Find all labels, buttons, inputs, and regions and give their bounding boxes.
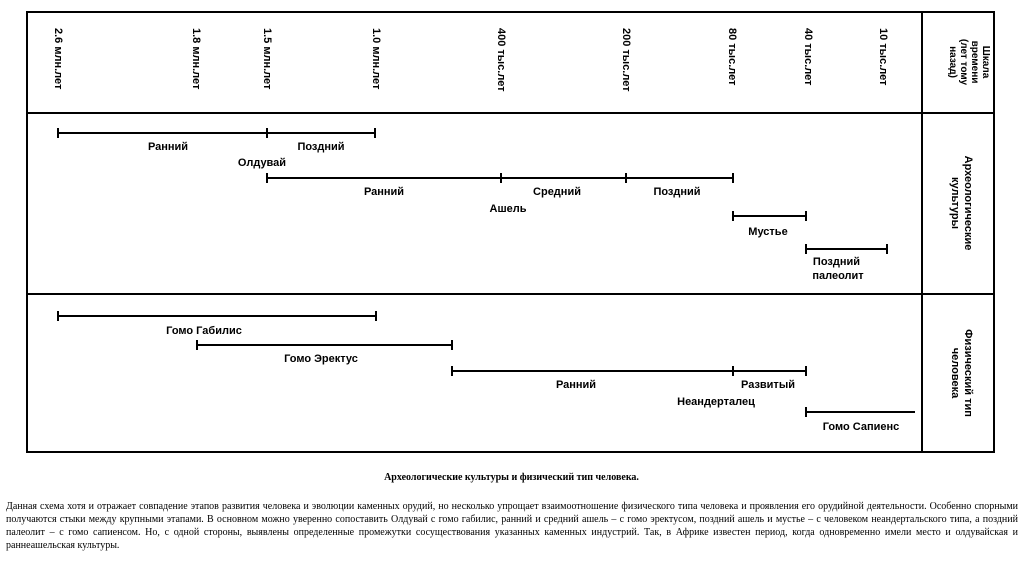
- culture-olduvai: [58, 128, 375, 169]
- upper-paleolithic-label: [812, 256, 864, 282]
- upper-paleolithic-label-line-1: Поздний: [812, 256, 861, 268]
- homo-sapiens-label: Гомо Сапиенс: [822, 421, 900, 433]
- acheulean-middle-label: Средний: [533, 186, 581, 198]
- physical-section-title: [949, 329, 974, 417]
- mousterian-label: Мустье: [748, 226, 788, 238]
- homo-erectus-label: Гомо Эректус: [284, 353, 358, 365]
- scale-header-line-1: Шкала: [980, 45, 991, 79]
- physical-title-line-1: Физический тип: [962, 329, 974, 417]
- scale-header: [947, 39, 991, 86]
- neanderthal-early-label: Ранний: [555, 379, 597, 391]
- tick-label-1-5-mln: 1.5 млн.лет: [261, 28, 273, 90]
- acheulean-early-label: Ранний: [363, 186, 405, 198]
- acheulean-name: Ашель: [489, 203, 527, 215]
- archaeology-title-line-1: Археологические: [962, 155, 974, 251]
- tick-label-10-tys: 10 тыс.лет: [877, 28, 889, 86]
- type-homo-erectus: [197, 340, 452, 365]
- physical-title-line-2: человека: [949, 347, 961, 399]
- tick-label-2-6-mln: 2.6 млн.лет: [52, 28, 64, 90]
- archaeology-section-title: [949, 156, 974, 251]
- tick-label-1-8-mln: 1.8 млн.лет: [190, 28, 202, 90]
- tick-label-40-tys: 40 тыс.лет: [802, 28, 814, 86]
- figure-caption: Археологические культуры и физический тип человека.: [384, 472, 639, 483]
- tick-label-1-0-mln: 1.0 млн.лет: [370, 28, 382, 90]
- upper-paleolithic-label-line-2: палеолит: [812, 270, 864, 282]
- type-homo-habilis: [58, 311, 376, 337]
- culture-upper-paleolithic: [806, 244, 887, 282]
- olduvai-early-label: Ранний: [147, 141, 189, 153]
- neanderthal-name: Неандерталец: [677, 396, 755, 408]
- type-neanderthal: [452, 366, 806, 408]
- homo-habilis-label: Гомо Габилис: [166, 325, 242, 337]
- type-homo-sapiens: [806, 407, 915, 433]
- olduvai-name: Олдувай: [237, 157, 287, 169]
- olduvai-late-label: Поздний: [297, 141, 345, 153]
- archaeology-title-line-2: культуры: [949, 176, 961, 230]
- acheulean-late-label: Поздний: [653, 186, 701, 198]
- time-scale: [52, 28, 889, 92]
- scale-header-line-2: времени: [969, 40, 980, 84]
- tick-label-200-tys: 200 тыс.лет: [620, 28, 632, 92]
- tick-label-80-tys: 80 тыс.лет: [726, 28, 738, 86]
- scale-header-line-4: назад): [947, 46, 958, 78]
- description-paragraph: Данная схема хотя и отражает совпадение этапов развития человека и эволюции каменных орудий, но несколько упрощает взаимоотношение физического типа человека и проявления его орудийной деятельности. Особенно спорными получаются стыки между крупными этапами. В основном можно уверенно сопоставить Олдувай с гомо габилис, ранний и средний ашель – с гомо эректусом, поздний ашель и мустье – с человеком неандертальского типа, а поздний палеолит – с гомо сапиенсом. Но, с одной стороны, выявлены определенные промежутки сосуществования указанных каменных индустрий. Так, в Африке известен период, когда одновременно имели место и олдувайская и раннеашельская культуры.: [6, 501, 1018, 551]
- culture-acheulean: [267, 173, 733, 215]
- neanderthal-developed-label: Развитый: [741, 379, 795, 391]
- culture-mousterian: [733, 211, 806, 238]
- tick-label-400-tys: 400 тыс.лет: [495, 28, 507, 92]
- diagram-frame: [27, 12, 994, 452]
- scale-header-line-3: (лет тому: [958, 38, 969, 86]
